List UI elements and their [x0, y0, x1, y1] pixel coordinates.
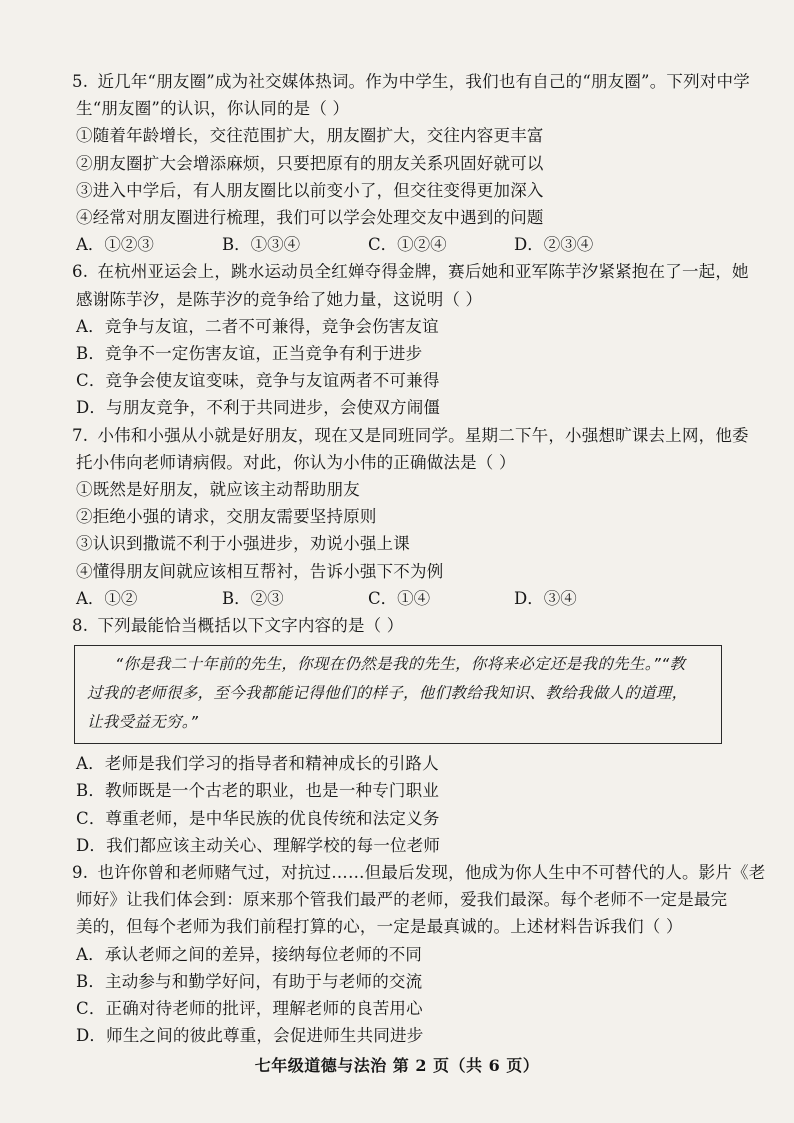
option-row	[72, 585, 724, 612]
option-a[interactable]: A．承认老师之间的差异，接纳每位老师的不同	[76, 944, 423, 964]
option-row	[72, 231, 724, 258]
question-stem-line: 美的，但每个老师为我们前程打算的心，一定是最真诚的。上述材料告诉我们（ ）	[76, 917, 683, 937]
question-number: 6.	[72, 262, 89, 282]
question-number: 5.	[72, 72, 89, 91]
stem-text: 小伟和小强从小就是好朋友，现在又是同班同学。星期二下午，小强想旷课去上网，他委	[97, 425, 749, 445]
statement: ④懂得朋友间就应该相互帮衬，告诉小强下不为例	[76, 561, 444, 581]
statement: ①既然是好朋友，就应该主动帮助朋友	[76, 480, 360, 500]
question-6	[72, 258, 749, 421]
question-number: 8.	[72, 616, 89, 636]
option-d[interactable]: D．师生之间的彼此尊重，会促进师生共同进步	[76, 1026, 424, 1046]
question-9	[72, 859, 766, 1049]
option-a[interactable]: A．老师是我们学习的指导者和精神成长的引路人	[76, 754, 439, 774]
statement: ①随着年龄增长，交往范围扩大，朋友圈扩大，交往内容更丰富	[76, 126, 544, 146]
quote-line: 让我受益无穷。”	[87, 713, 199, 732]
option-d[interactable]: D．③④	[514, 588, 577, 608]
question-stem-line	[72, 422, 749, 449]
stem-text: 在杭州亚运会上，跳水运动员全红婵夺得金牌，赛后她和亚军陈芋汐紧紧抱在了一起，她	[97, 262, 749, 282]
question-7	[72, 422, 749, 612]
option-d[interactable]: D．我们都应该主动关心、理解学校的每一位老师	[76, 835, 441, 855]
quote-line: 过我的老师很多，至今我都能记得他们的样子，他们教给我知识、教给我做人的道理，	[87, 684, 688, 703]
option-a[interactable]: A．竞争与友谊，二者不可兼得，竞争会伤害友谊	[76, 316, 439, 336]
page-footer: 七年级道德与法治 第 2 页（共 6 页）	[254, 1056, 540, 1075]
stem-text: 也许你曾和老师赌气过，对抗过……但最后发现，他成为你人生中不可替代的人。影片《老	[97, 863, 766, 883]
option-a[interactable]: A．①②	[76, 588, 138, 608]
option-a[interactable]: A．①②③	[76, 235, 154, 255]
question-stem-line: 托小伟向老师请病假。对此，你认为小伟的正确做法是（ ）	[76, 452, 516, 472]
option-b[interactable]: B．教师既是一个古老的职业，也是一种专门职业	[76, 781, 440, 801]
option-c[interactable]: C．①②④	[368, 235, 447, 255]
question-number: 9.	[72, 863, 89, 883]
statement: ②拒绝小强的请求，交朋友需要坚持原则	[76, 507, 377, 527]
option-d[interactable]: D．②③④	[514, 235, 594, 255]
question-stem-line	[72, 859, 766, 886]
question-stem-line	[72, 68, 750, 95]
question-stem-line: 感谢陈芋汐，是陈芋汐的竞争给了她力量，这说明（ ）	[76, 289, 483, 309]
statement: ③进入中学后，有人朋友圈比以前变小了，但交往变得更加深入	[76, 180, 544, 200]
statement: ④经常对朋友圈进行梳理，我们可以学会处理交友中遇到的问题	[76, 208, 544, 228]
question-8	[72, 612, 724, 859]
option-d[interactable]: D．与朋友竞争，不利于共同进步，会使双方闹僵	[76, 398, 441, 418]
option-b[interactable]: B．①③④	[222, 235, 301, 255]
question-stem-line	[72, 258, 749, 285]
question-number: 7.	[72, 425, 89, 445]
option-c[interactable]: C．竞争会使友谊变味，竞争与友谊两者不可兼得	[76, 371, 440, 391]
question-stem-line	[72, 612, 724, 639]
quote-box	[74, 645, 722, 744]
stem-text: 下列最能恰当概括以下文字内容的是（ ）	[97, 616, 404, 636]
question-5	[72, 68, 750, 258]
option-b[interactable]: B．主动参与和勤学好问，有助于与老师的交流	[76, 971, 423, 991]
question-stem-line: 师好》让我们体会到：原来那个管我们最严的老师，爱我们最深。每个老师不一定是最完	[76, 890, 728, 910]
statement: ③认识到撒谎不利于小强进步，劝说小强上课	[76, 534, 410, 554]
quote-line: “你是我二十年前的先生，你现在仍然是我的先生，你将来必定还是我的先生。”“教	[115, 655, 686, 674]
option-c[interactable]: C．尊重老师，是中华民族的优良传统和法定义务	[76, 808, 440, 828]
option-c[interactable]: C．正确对待老师的批评，理解老师的良苦用心	[76, 999, 423, 1019]
option-c[interactable]: C．①④	[368, 588, 431, 608]
statement: ②朋友圈扩大会增添麻烦，只要把原有的朋友关系巩固好就可以	[76, 153, 544, 173]
stem-text: 近几年“朋友圈”成为社交媒体热词。作为中学生，我们也有自己的“朋友圈”。下列对中学	[97, 72, 750, 91]
question-stem-line: 生“朋友圈”的认识，你认同的是（ ）	[76, 99, 350, 119]
option-b[interactable]: B．竞争不一定伤害友谊，正当竞争有利于进步	[76, 344, 423, 364]
option-b[interactable]: B．②③	[222, 588, 284, 608]
